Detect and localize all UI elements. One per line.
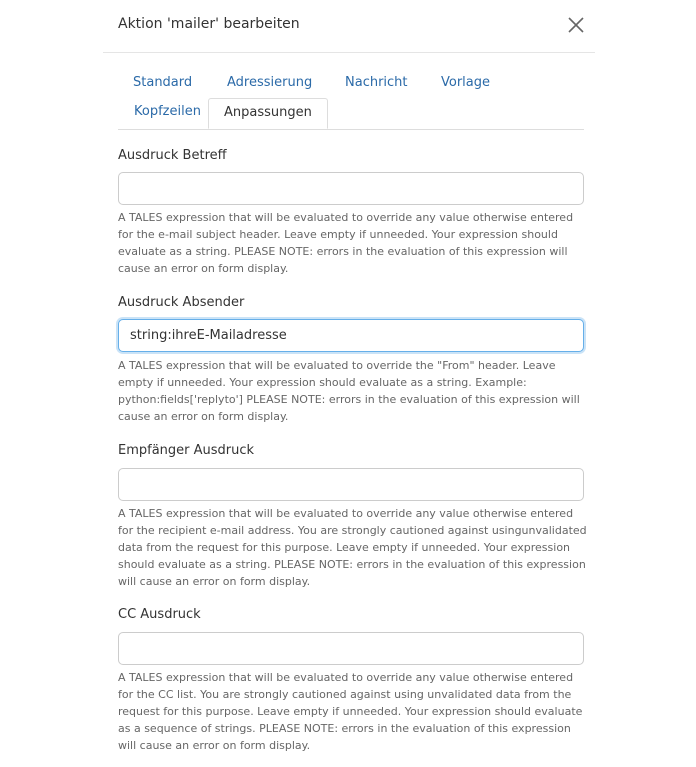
dialog-header — [103, 0, 595, 53]
tab-adressierung[interactable]: Adressierung — [227, 75, 313, 90]
cc-expression-label: CC Ausdruck — [118, 607, 201, 622]
cc-expression-input[interactable] — [118, 632, 584, 665]
sender-expression-label: Ausdruck Absender — [118, 295, 245, 310]
tab-bar — [118, 69, 584, 130]
recipient-expression-help: A TALES expression that will be evaluated to override any value otherwise entered for the recipient e-mail address. You are strongly cautioned against usingunvalidated data from the request for this purpose. Leave empty if unneeded. Your expression should evaluate as a string. PLEASE NOTE: errors in the evaluation of this expression will cause an error on form display. — [118, 507, 587, 588]
sender-expression-input[interactable] — [118, 319, 584, 352]
tab-anpassungen[interactable]: Anpassungen — [208, 98, 328, 129]
tab-kopfzeilen[interactable]: Kopfzeilen — [134, 104, 201, 119]
tab-vorlage[interactable]: Vorlage — [441, 75, 491, 90]
subject-expression-help: A TALES expression that will be evaluated to override any value otherwise entered for the e-mail subject header. Leave empty if unneeded. Your expression should evaluate as a string. PLEASE NOTE: errors in the evaluation of this expression will cause an error on form display. — [118, 211, 574, 275]
sender-expression-help: A TALES expression that will be evaluated to override the "From" header. Leave empty if unneeded. Your expression should evaluate as a string. Example: python:fields['replyto'] PLEASE NOTE: errors in the evaluation of this expression will cause an error on form display. — [118, 359, 580, 423]
cc-expression-help: A TALES expression that will be evaluated to override any value otherwise entered for the CC list. You are strongly cautioned against using unvalidated data from the request for this purpose. Leave empty if unneeded. Your expression should evaluate as a sequence of strings. PLEASE NOTE: errors in the evaluation of this expression will cause an error on form display. — [118, 671, 583, 752]
tab-standard[interactable]: Standard — [133, 75, 193, 90]
dialog-title: Aktion 'mailer' bearbeiten — [118, 16, 300, 32]
subject-expression-input[interactable] — [118, 172, 584, 205]
edit-action-dialog — [103, 0, 595, 767]
close-icon — [566, 15, 586, 35]
subject-expression-label: Ausdruck Betreff — [118, 148, 227, 163]
recipient-expression-label: Empfänger Ausdruck — [118, 443, 255, 458]
tab-nachricht[interactable]: Nachricht — [345, 75, 408, 90]
recipient-expression-input[interactable] — [118, 468, 584, 501]
close-button[interactable] — [566, 15, 586, 35]
